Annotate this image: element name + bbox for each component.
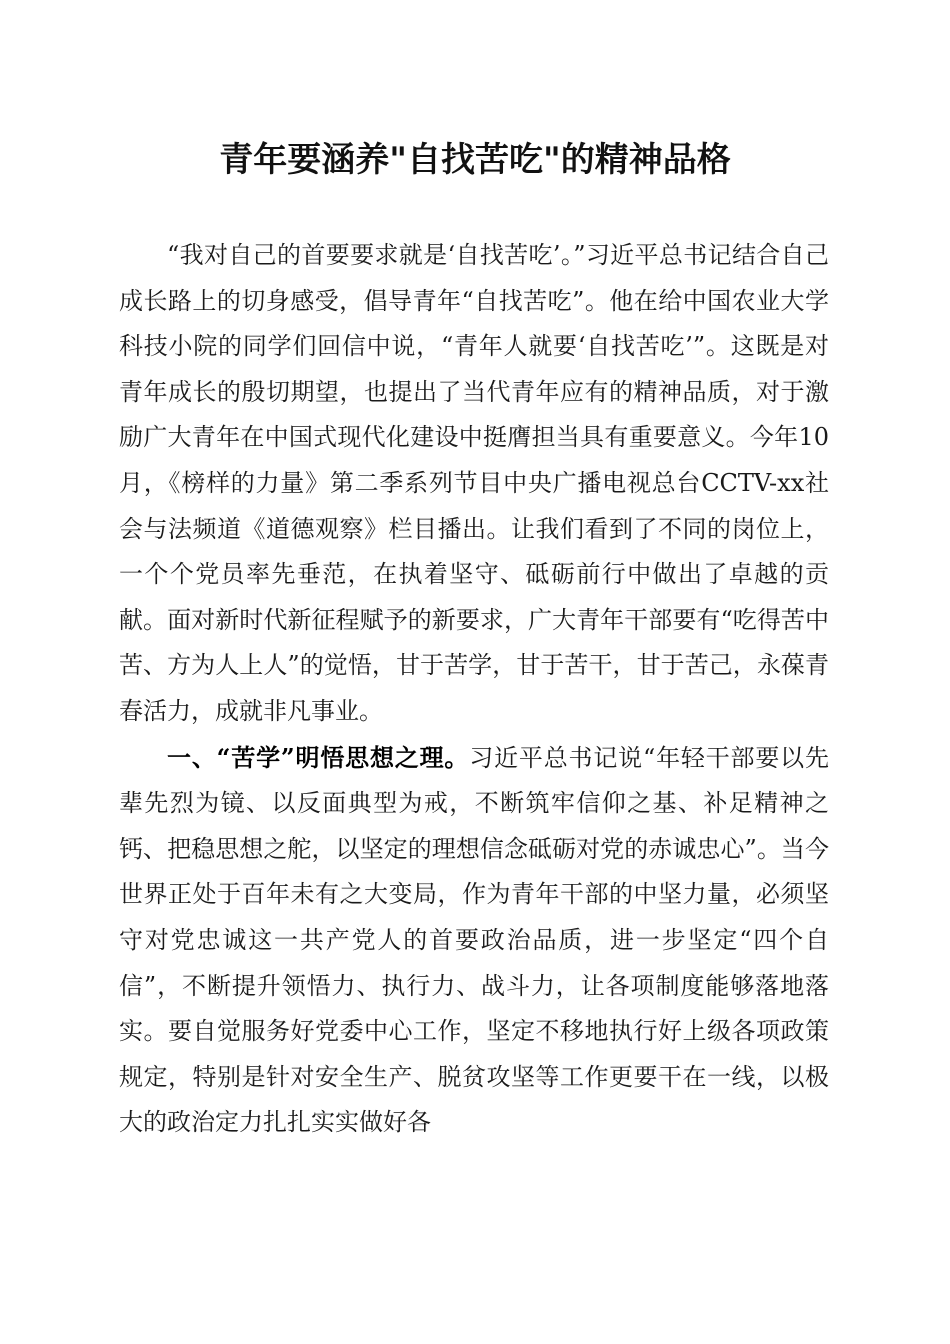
document-title: 青年要涵养"自找苦吃"的精神品格 xyxy=(219,140,731,180)
paragraph-intro-text: “我对自己的首要要求就是‘自找苦吃’。”习近平总书记结合自己成长路上的切身感受，倡导青年“自找苦吃”。他在给中国农业大学科技小院的同学们回信中说，“青年人就要‘自找苦吃’”。这既是对青年成长的殷切期望，也提出了当代青年应有的精神品质，对于激励广大青年在中国式现代化建设中挺膺担当具有重要意义。今年10月，《榜样的力量》第二季系列节目中央广播电视总台CCTV-xx社会与法频道《道德观察》栏目播出。让我们看到了不同的岗位上，一个个党员率先垂范，在执着坚守、砥砺前行中做出了卓越的贡献。面对新时代新征程赋予的新要求，广大青年干部要有“吃得苦中苦、方为人上人”的觉悟，甘于苦学，甘于苦干，甘于苦己，永葆青春活力，成就非凡事业。 xyxy=(119,241,829,725)
section-1-text: 习近平总书记说“年轻干部要以先辈先烈为镜、以反面典型为戒，不断筑牢信仰之基、补足精神之钙、把稳思想之舵，以坚定的理想信念砥砺对党的赤诚忠心”。当今世界正处于百年未有之大变局，作为青年干部的中坚力量，必须坚守对党忠诚这一共产党人的首要政治品质，进一步坚定“四个自信”，不断提升领悟力、执行力、战斗力，让各项制度能够落地落实。要自觉服务好党委中心工作，坚定不移地执行好上级各项政策规定，特别是针对安全生产、脱贫攻坚等工作更要干在一线，以极大的政治定力扎扎实实做好各 xyxy=(119,743,829,1137)
document-body xyxy=(119,233,829,1146)
section-1-heading: 一、“苦学”明悟思想之理。 xyxy=(167,742,470,772)
paragraph-section-1 xyxy=(119,735,829,1146)
paragraph-intro xyxy=(119,233,829,735)
